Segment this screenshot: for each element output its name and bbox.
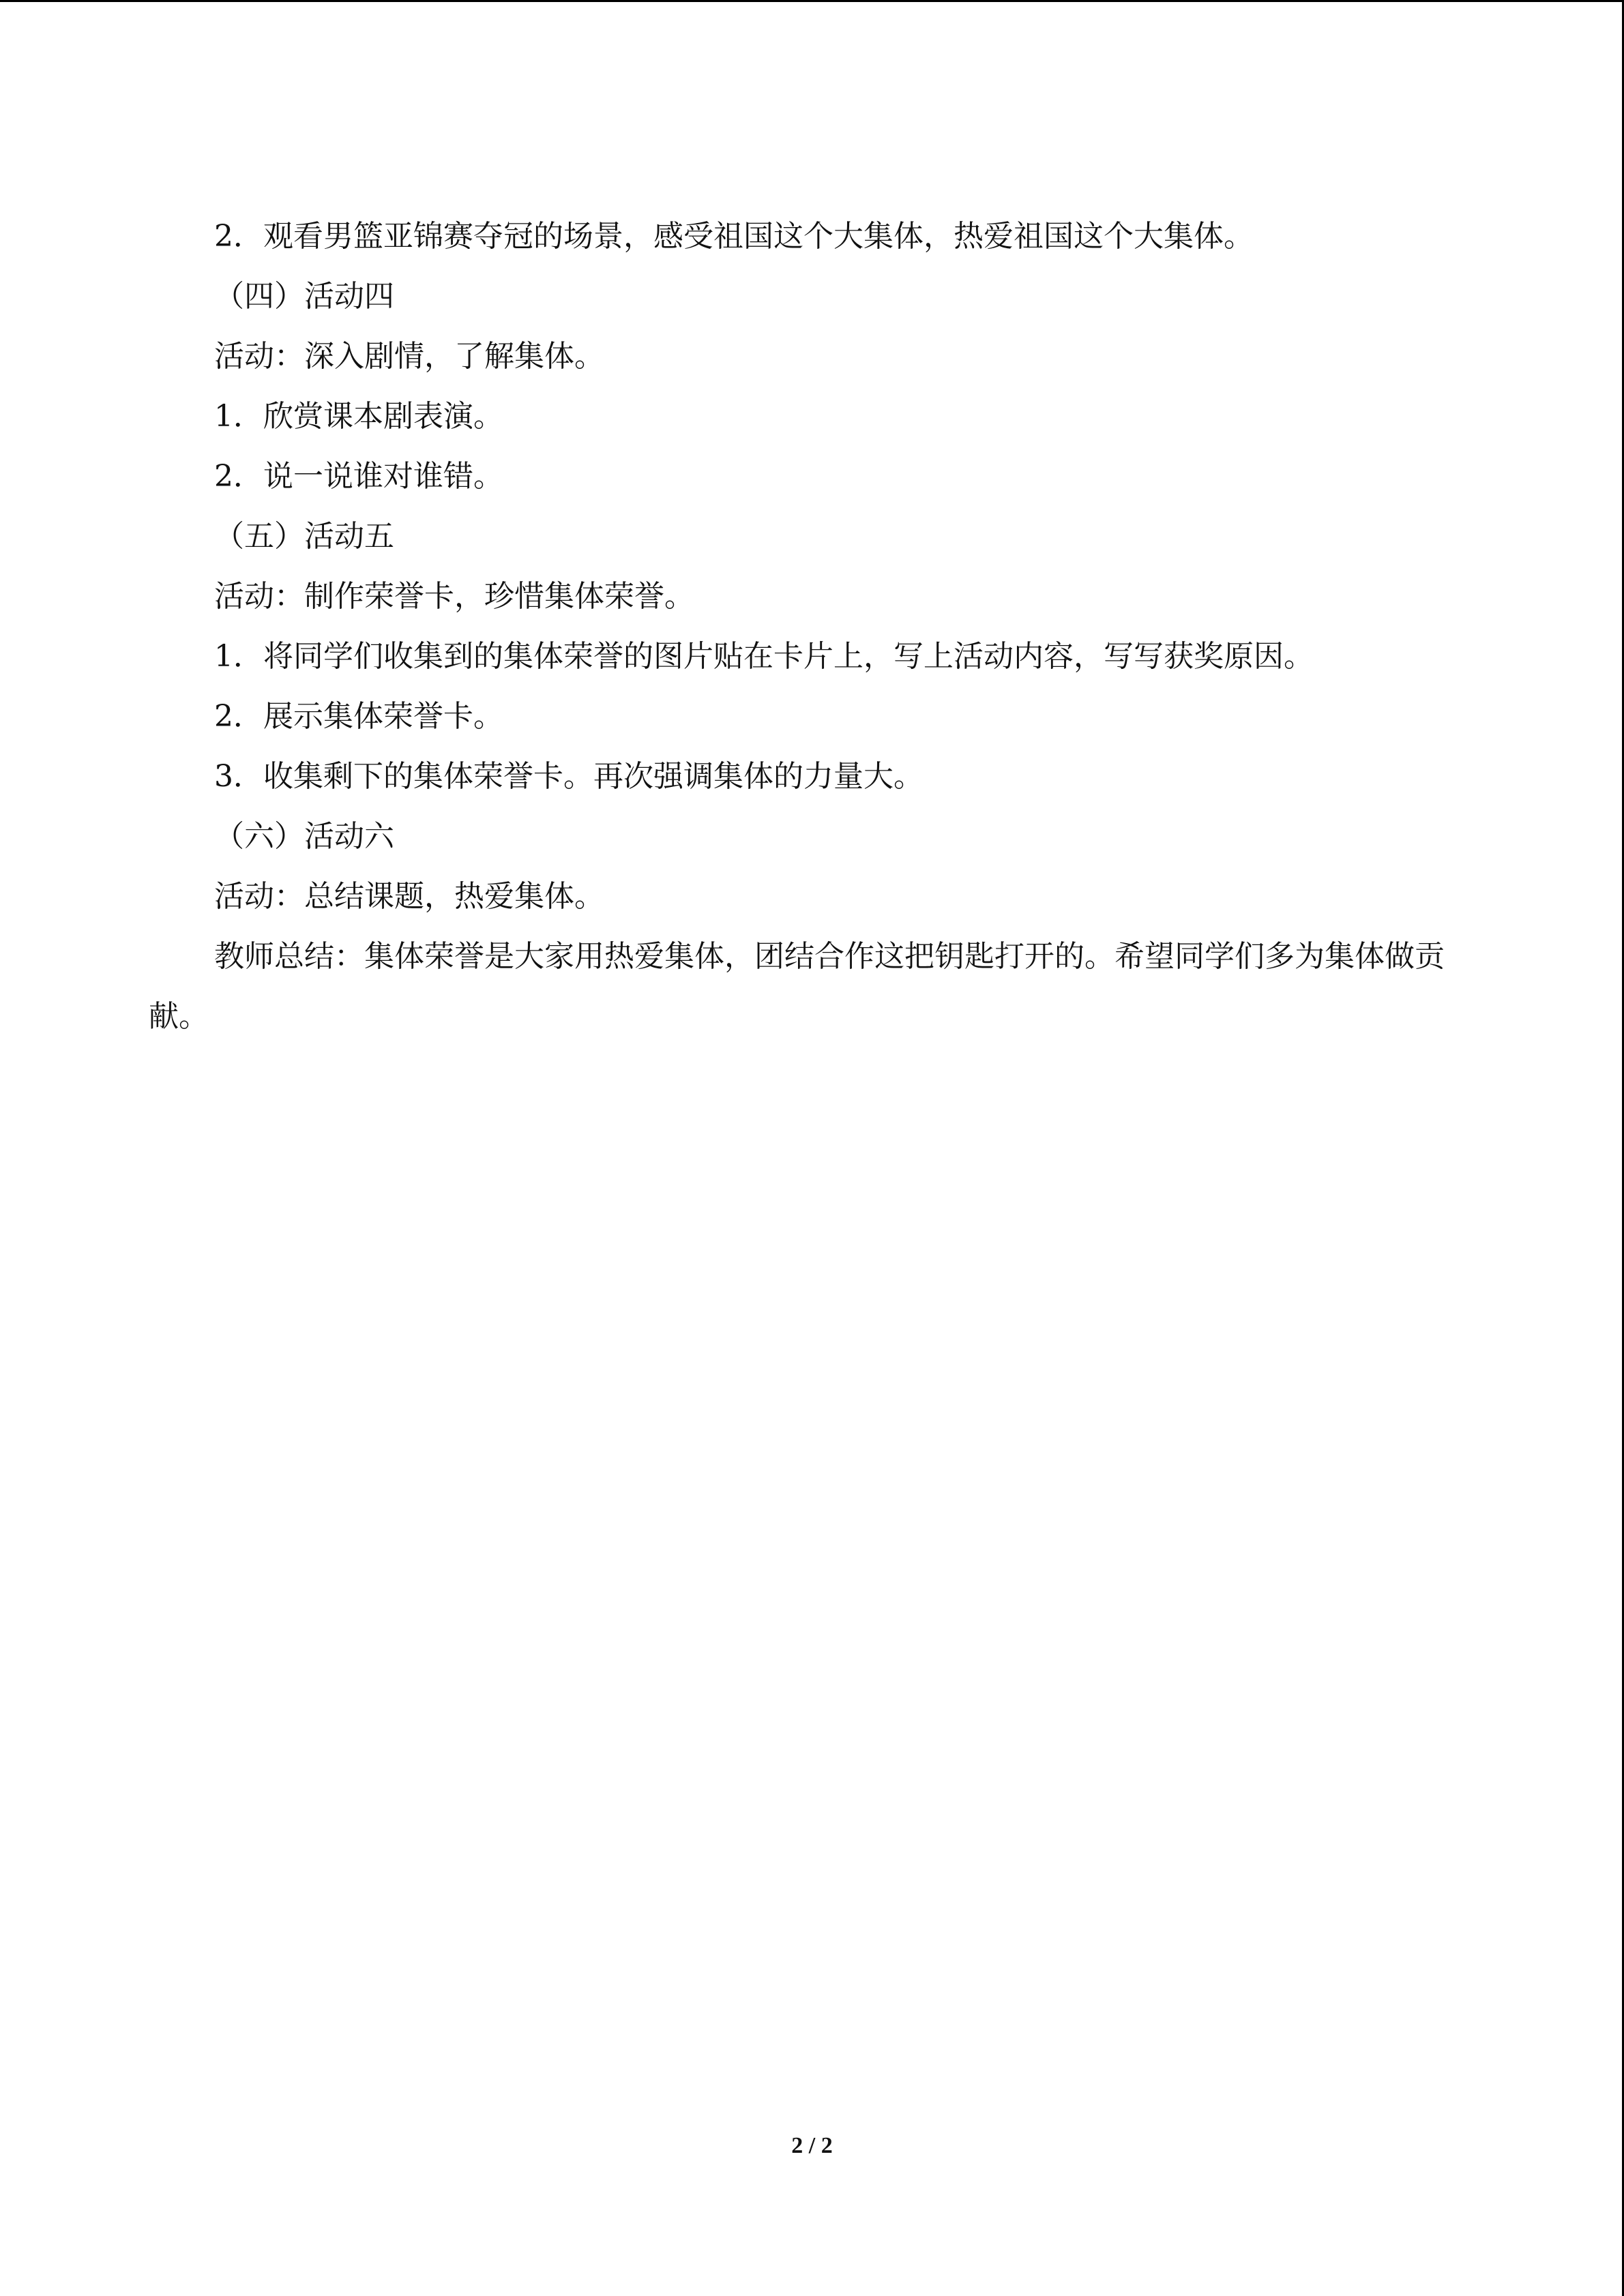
- section-heading-activity-5: （五）活动五: [214, 519, 394, 554]
- section-heading-activity-4: （四）活动四: [214, 279, 394, 314]
- document-body: [149, 207, 1458, 1047]
- paragraph-activity-6: 活动：总结课题，热爱集体。: [214, 879, 604, 914]
- paragraph-activity-4: 活动：深入剧情，了解集体。: [214, 339, 604, 374]
- paragraph-item-2: 2．说一说谁对谁错。: [214, 459, 503, 494]
- paragraph-activity-5: 活动：制作荣誉卡，珍惜集体荣誉。: [214, 579, 694, 614]
- page-number: 2 / 2: [791, 2133, 833, 2158]
- paragraph-item-2: 2．展示集体荣誉卡。: [214, 699, 503, 734]
- paragraph-item-1: 1．将同学们收集到的集体荣誉的图片贴在卡片上，写上活动内容，写写获奖原因。: [214, 639, 1314, 674]
- paragraph-item-3: 3．收集剩下的集体荣誉卡。再次强调集体的力量大。: [214, 759, 924, 794]
- paragraph-item-1: 1．欣赏课本剧表演。: [214, 399, 503, 434]
- paragraph-item-2: 2．观看男篮亚锦赛夺冠的场景，感受祖国这个大集体，热爱祖国这个大集体。: [214, 219, 1254, 254]
- paragraph-teacher-summary: 教师总结：集体荣誉是大家用热爱集体，团结合作这把钥匙打开的。希望同学们多为集体做贡献。: [149, 939, 1445, 1034]
- section-heading-activity-6: （六）活动六: [214, 819, 394, 854]
